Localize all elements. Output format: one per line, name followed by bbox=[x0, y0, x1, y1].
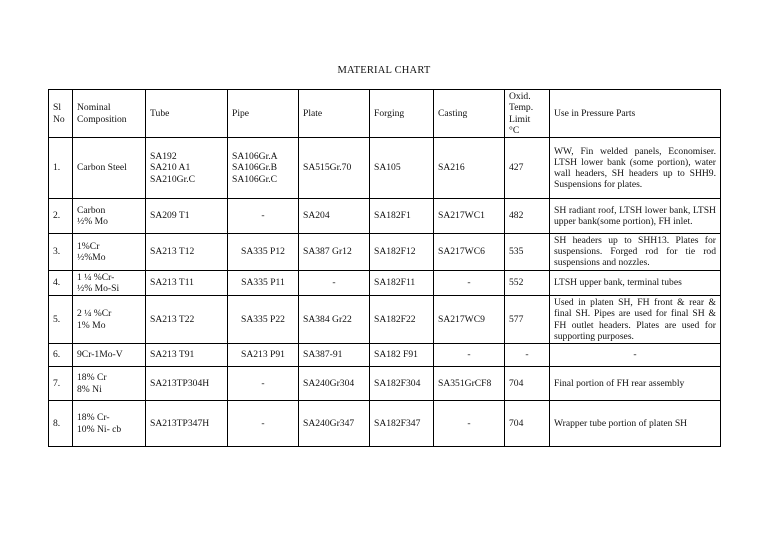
table-row bbox=[49, 367, 721, 401]
cell-oxid-temp: 482 bbox=[505, 199, 550, 234]
cell-line: SA213TP304H bbox=[150, 377, 210, 389]
cell-line: SA213 T11 bbox=[150, 277, 194, 289]
cell-line: SA335 P11 bbox=[241, 277, 285, 289]
cell-sl: 3. bbox=[49, 234, 73, 271]
header-row bbox=[49, 90, 721, 138]
cell-line: SA213 P91 bbox=[241, 349, 285, 361]
cell-oxid-temp: 427 bbox=[505, 138, 550, 199]
cell-line: SA335 P22 bbox=[241, 313, 285, 325]
cell-line: SA209 T1 bbox=[150, 210, 190, 222]
table-row bbox=[49, 199, 721, 234]
cell-line: 18% Cr- bbox=[77, 412, 110, 424]
cell-use: - bbox=[550, 344, 721, 367]
cell-sl: 2. bbox=[49, 199, 73, 234]
cell-composition bbox=[73, 138, 146, 199]
cell-composition bbox=[73, 401, 146, 447]
cell-casting: - bbox=[434, 270, 505, 295]
cell-pipe bbox=[228, 296, 299, 344]
table-row bbox=[49, 270, 721, 295]
header-casting: Casting bbox=[434, 90, 505, 138]
cell-use: LTSH upper bank, terminal tubes bbox=[550, 270, 721, 295]
header-pipe: Pipe bbox=[228, 90, 299, 138]
cell-line: Carbon bbox=[77, 204, 106, 216]
cell-composition bbox=[73, 367, 146, 401]
header-forging: Forging bbox=[370, 90, 434, 138]
cell-tube bbox=[146, 296, 228, 344]
cell-oxid-temp: 704 bbox=[505, 401, 550, 447]
cell-line: 1%Cr bbox=[77, 240, 100, 252]
cell-sl: 8. bbox=[49, 401, 73, 447]
cell-tube bbox=[146, 138, 228, 199]
cell-oxid-temp: 577 bbox=[505, 296, 550, 344]
cell-line: 1 ¼ %Cr- bbox=[77, 271, 115, 283]
cell-tube bbox=[146, 367, 228, 401]
cell-line: ½% Mo-Si bbox=[77, 282, 120, 294]
cell-sl: 5. bbox=[49, 296, 73, 344]
cell-tube bbox=[146, 344, 228, 367]
cell-line: - bbox=[261, 377, 265, 389]
table-row bbox=[49, 138, 721, 199]
cell-casting: SA217WC1 bbox=[434, 199, 505, 234]
cell-line: Carbon Steel bbox=[77, 162, 127, 174]
cell-pipe bbox=[228, 344, 299, 367]
cell-forging: SA182F1 bbox=[370, 199, 434, 234]
table-row bbox=[49, 234, 721, 271]
cell-use: WW, Fin welded panels, Economiser. LTSH lower bank (some portion), water wall headers, SH headers up to SHH9. Suspensions for plates. bbox=[550, 138, 721, 199]
cell-use: Final portion of FH rear assembly bbox=[550, 367, 721, 401]
material-chart-table bbox=[48, 89, 721, 447]
cell-plate: SA240Gr304 bbox=[299, 367, 370, 401]
header-tube: Tube bbox=[146, 90, 228, 138]
cell-composition bbox=[73, 234, 146, 271]
header-plate: Plate bbox=[299, 90, 370, 138]
cell-line: SA213 T22 bbox=[150, 313, 195, 325]
cell-line: SA213 T12 bbox=[150, 246, 195, 258]
cell-forging: SA182F12 bbox=[370, 234, 434, 271]
page-title: MATERIAL CHART bbox=[337, 65, 431, 76]
cell-use: Used in platen SH, FH front & rear & final SH. Pipes are used for final SH & FH outlet headers. Plates are used for supporting purposes. bbox=[550, 296, 721, 344]
cell-oxid-temp: 704 bbox=[505, 367, 550, 401]
cell-plate: SA384 Gr22 bbox=[299, 296, 370, 344]
cell-line: 8% Ni bbox=[77, 383, 102, 395]
cell-tube bbox=[146, 199, 228, 234]
cell-line: ½% Mo bbox=[77, 216, 108, 227]
cell-line: - bbox=[261, 210, 265, 222]
cell-forging: SA182F304 bbox=[370, 367, 434, 401]
cell-line: SA210Gr.C bbox=[150, 173, 196, 185]
cell-sl: 6. bbox=[49, 344, 73, 367]
cell-casting: SA351GrCF8 bbox=[434, 367, 505, 401]
cell-pipe bbox=[228, 367, 299, 401]
cell-line: SA106Gr.B bbox=[232, 162, 278, 174]
cell-line: SA335 P12 bbox=[241, 246, 285, 258]
cell-line: 9Cr-1Mo-V bbox=[77, 349, 123, 361]
cell-oxid-temp: - bbox=[505, 344, 550, 367]
cell-line: 1% Mo bbox=[77, 319, 106, 331]
cell-line: SA210 A1 bbox=[150, 162, 191, 174]
cell-pipe bbox=[228, 270, 299, 295]
cell-casting: SA217WC6 bbox=[434, 234, 505, 271]
cell-composition bbox=[73, 199, 146, 234]
cell-line: SA213TP347H bbox=[150, 417, 210, 429]
cell-composition bbox=[73, 296, 146, 344]
cell-plate: SA515Gr.70 bbox=[299, 138, 370, 199]
cell-pipe bbox=[228, 401, 299, 447]
cell-line: 2 ¼ %Cr bbox=[77, 308, 112, 320]
cell-sl: 1. bbox=[49, 138, 73, 199]
cell-oxid-temp: 535 bbox=[505, 234, 550, 271]
cell-use: SH headers up to SHH13. Plates for suspensions. Forged rod for tie rod suspensions and nozzles. bbox=[550, 234, 721, 271]
cell-sl: 7. bbox=[49, 367, 73, 401]
cell-casting: - bbox=[434, 401, 505, 447]
cell-line: 10% Ni- cb bbox=[77, 423, 122, 435]
cell-casting: - bbox=[434, 344, 505, 367]
cell-forging: SA182 F91 bbox=[370, 344, 434, 367]
table-row bbox=[49, 344, 721, 367]
cell-oxid-temp: 552 bbox=[505, 270, 550, 295]
cell-line: 18% Cr bbox=[77, 372, 107, 384]
cell-line: SA192 bbox=[150, 151, 177, 163]
cell-forging: SA105 bbox=[370, 138, 434, 199]
cell-tube bbox=[146, 270, 228, 295]
cell-use: SH radiant roof, LTSH lower bank, LTSH upper bank(some portion), FH inlet. bbox=[550, 199, 721, 234]
header-oxid-temp: Oxid. Temp. Limit °C bbox=[505, 90, 550, 138]
table-row bbox=[49, 296, 721, 344]
cell-plate: SA240Gr347 bbox=[299, 401, 370, 447]
cell-line: SA106Gr.A bbox=[232, 151, 278, 163]
cell-line: - bbox=[261, 417, 265, 429]
cell-pipe bbox=[228, 234, 299, 271]
cell-line: SA213 T91 bbox=[150, 349, 195, 361]
cell-forging: SA182F347 bbox=[370, 401, 434, 447]
cell-use: Wrapper tube portion of platen SH bbox=[550, 401, 721, 447]
header-use: Use in Pressure Parts bbox=[550, 90, 721, 138]
cell-casting: SA217WC9 bbox=[434, 296, 505, 344]
table-row bbox=[49, 401, 721, 447]
header-sl: Sl No bbox=[49, 90, 73, 138]
header-composition: Nominal Composition bbox=[73, 90, 146, 138]
cell-line: SA106Gr.C bbox=[232, 173, 278, 185]
cell-casting: SA216 bbox=[434, 138, 505, 199]
cell-plate: SA387-91 bbox=[299, 344, 370, 367]
cell-line: ½%Mo bbox=[77, 251, 106, 263]
cell-forging: SA182F22 bbox=[370, 296, 434, 344]
cell-pipe bbox=[228, 138, 299, 199]
cell-tube bbox=[146, 401, 228, 447]
cell-pipe bbox=[228, 199, 299, 234]
cell-sl: 4. bbox=[49, 270, 73, 295]
cell-forging: SA182F11 bbox=[370, 270, 434, 295]
cell-composition bbox=[73, 344, 146, 367]
cell-plate: - bbox=[299, 270, 370, 295]
cell-plate: SA204 bbox=[299, 199, 370, 234]
cell-plate: SA387 Gr12 bbox=[299, 234, 370, 271]
cell-tube bbox=[146, 234, 228, 271]
cell-composition bbox=[73, 270, 146, 295]
